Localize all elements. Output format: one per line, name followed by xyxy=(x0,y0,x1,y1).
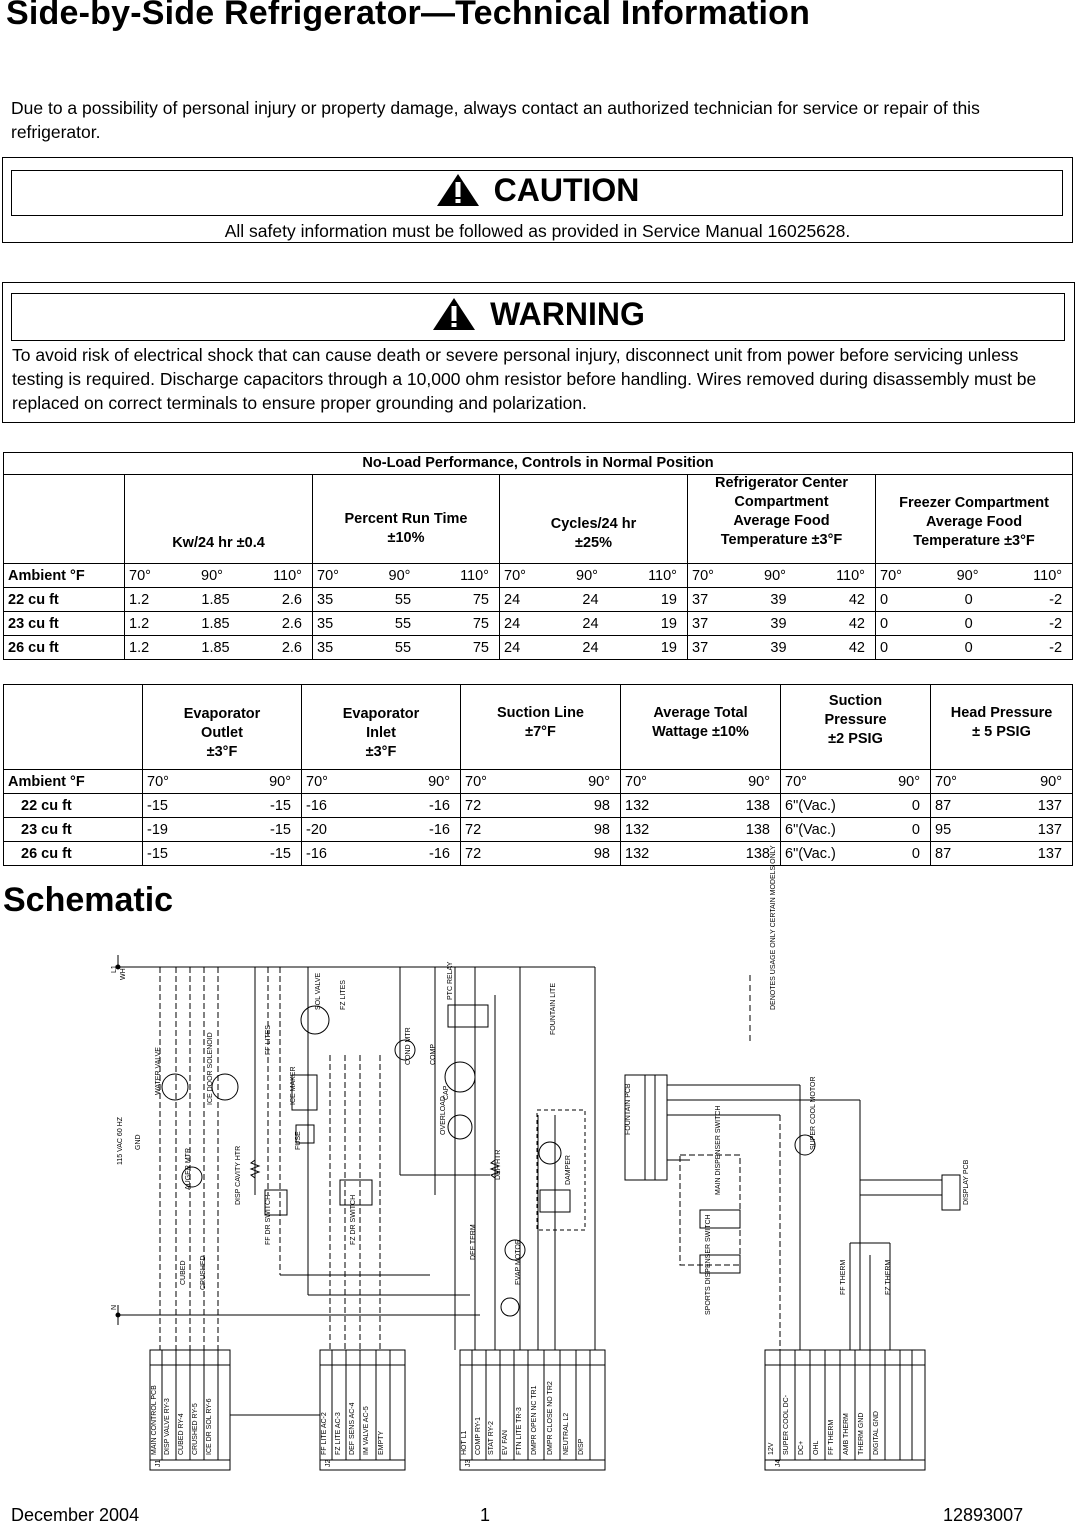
schematic-component-label: GND xyxy=(135,1134,142,1150)
table-cell: 2.6 xyxy=(281,615,302,632)
table-cell: 98 xyxy=(593,797,610,814)
fountain-pcb-area xyxy=(625,975,960,1350)
schematic-component-label: PTC RELAY xyxy=(447,961,454,1000)
ambient-temp: 110° xyxy=(836,567,865,584)
table-cell: 2.6 xyxy=(281,591,302,608)
value-group xyxy=(500,636,688,660)
table-cell: 37 xyxy=(692,615,709,632)
table1-title: No-Load Performance, Controls in Normal Position xyxy=(4,453,1073,475)
table-cell: 87 xyxy=(935,845,952,862)
table-cell: -15 xyxy=(270,845,291,862)
schematic-connector-label: MAIN CONTROL PCB xyxy=(151,1385,158,1455)
table-cell: 1.85 xyxy=(201,591,230,608)
ambient-temp: 90° xyxy=(898,773,920,790)
table-cell: 137 xyxy=(1037,821,1062,838)
schematic-component-label: CRUSHED xyxy=(200,1255,207,1290)
schematic-connector-label: DC+ xyxy=(798,1440,805,1455)
ambient-temp-group xyxy=(781,770,931,794)
row-label: 26 cu ft xyxy=(4,636,125,660)
table-cell: -16 xyxy=(306,845,327,862)
value-group xyxy=(688,588,876,612)
table-cell: -20 xyxy=(306,821,327,838)
ambient-temp-group xyxy=(143,770,302,794)
table-cell: -16 xyxy=(306,797,327,814)
table-cell: 6"(Vac.) xyxy=(785,821,836,838)
ambient-temp: 110° xyxy=(648,567,677,584)
value-group xyxy=(688,636,876,660)
table-cell: 75 xyxy=(472,615,489,632)
ambient-temp: 90° xyxy=(388,567,411,584)
header-suction-line: Suction Line ±7°F xyxy=(497,705,584,740)
schematic-connector-label: DMPR OPEN NC TR1 xyxy=(531,1385,538,1455)
ambient-temp-group xyxy=(688,564,876,588)
value-group xyxy=(143,842,302,866)
schematic-component-label: FF DR SWITCH xyxy=(265,1194,272,1245)
schematic-connector-label: EV FAN xyxy=(502,1430,509,1455)
table-cell: 95 xyxy=(935,821,952,838)
value-group xyxy=(143,818,302,842)
table-row xyxy=(4,794,1073,818)
value-group xyxy=(125,612,313,636)
ambient-label: Ambient °F xyxy=(4,770,143,794)
ambient-temp: 70° xyxy=(785,773,807,790)
table-cell: 42 xyxy=(848,591,865,608)
warning-triangle-icon xyxy=(436,173,480,207)
value-group xyxy=(688,612,876,636)
caution-box xyxy=(2,157,1073,243)
schematic-component-label: COND MTR xyxy=(405,1027,412,1065)
table-cell: 19 xyxy=(660,615,677,632)
header-head-pressure: Head Pressure ± 5 PSIG xyxy=(950,705,1053,740)
value-group xyxy=(461,842,621,866)
ambient-temp-group xyxy=(500,564,688,588)
schematic-component-label: FZ LITES xyxy=(340,980,347,1010)
ambient-temp: 70° xyxy=(504,567,526,584)
table-cell: -15 xyxy=(147,797,168,814)
header-evap-outlet: Evaporator Outlet ±3°F xyxy=(183,705,261,760)
schematic-component-label: J2 xyxy=(325,1459,332,1467)
schematic-connector-label: DEF SENS AC-4 xyxy=(349,1402,356,1455)
value-group xyxy=(876,612,1073,636)
schematic-connector-label: FZ LITE AC-3 xyxy=(335,1412,342,1455)
schematic-connector-label: DISP VALVE RY-3 xyxy=(164,1398,171,1455)
caution-heading: CAUTION xyxy=(493,172,640,208)
schematic-connector-label: FTN LITE TR-3 xyxy=(516,1407,523,1455)
schematic-connector-label: STAT RY-2 xyxy=(488,1421,495,1455)
schematic-component-label: J3 xyxy=(465,1459,472,1467)
value-group xyxy=(461,818,621,842)
table-cell: 0 xyxy=(964,639,973,656)
table2-header xyxy=(621,685,781,770)
ambient-temp: 70° xyxy=(625,773,647,790)
value-group xyxy=(621,794,781,818)
schematic-component-label: SPORTS DISPENSER SWITCH xyxy=(705,1214,712,1315)
schematic-connector-label: DMPR CLOSE NO TR2 xyxy=(547,1381,554,1455)
schematic-component-label: SUPER COOL MOTOR xyxy=(810,1076,817,1150)
table-cell: 24 xyxy=(504,639,521,656)
table1-corner xyxy=(4,475,125,564)
value-group xyxy=(302,818,461,842)
schematic-component-label: FZ DR SWITCH xyxy=(350,1194,357,1245)
table2-header xyxy=(302,685,461,770)
schematic-connector-label: DISP xyxy=(578,1438,585,1455)
ambient-temp: 110° xyxy=(460,567,489,584)
schematic-component-label: OVERLOAD xyxy=(440,1096,447,1135)
ambient-temp: 70° xyxy=(880,567,902,584)
ambient-temp: 90° xyxy=(588,773,610,790)
schematic-connector-label: 12V xyxy=(768,1442,775,1455)
table-cell: -2 xyxy=(1049,639,1063,656)
table-cell: -15 xyxy=(270,821,291,838)
page-title: Side-by-Side Refrigerator—Technical Information xyxy=(6,0,811,32)
table-cell: 55 xyxy=(394,639,412,656)
ambient-temp: 70° xyxy=(935,773,957,790)
table-cell: 72 xyxy=(465,797,482,814)
table-cell: 39 xyxy=(770,615,787,632)
table-cell: 0 xyxy=(911,797,920,814)
schematic-component-label: DEF TERM xyxy=(470,1224,477,1260)
schematic-component-label: SOL VALVE xyxy=(315,972,322,1010)
table-cell: 138 xyxy=(745,821,770,838)
schematic-component-label: WATER VALVE xyxy=(155,1047,162,1095)
ambient-temp-group xyxy=(302,770,461,794)
table-cell: 138 xyxy=(745,845,770,862)
value-group xyxy=(313,636,500,660)
caution-text: All safety information must be followed as provided in Service Manual 16025628. xyxy=(224,221,851,241)
schematic-component-label: DISPLAY PCB xyxy=(963,1159,970,1205)
table-cell: 138 xyxy=(745,797,770,814)
row-label: 22 cu ft xyxy=(4,794,143,818)
schematic-component-label: L1 xyxy=(111,965,118,973)
schematic-connector-label: OHL xyxy=(813,1440,820,1455)
schematic-connector-label: HOT L1 xyxy=(461,1430,468,1455)
ambient-temp-group xyxy=(876,564,1073,588)
table-cell: 24 xyxy=(582,639,599,656)
table2-corner xyxy=(4,685,143,770)
header-wattage: Average Total Wattage ±10% xyxy=(652,705,749,740)
value-group xyxy=(500,588,688,612)
table-cell: 55 xyxy=(394,591,412,608)
table-cell: -16 xyxy=(429,845,450,862)
ambient-temp: 110° xyxy=(1033,567,1063,584)
table-cell: -15 xyxy=(270,797,291,814)
ambient-label: Ambient °F xyxy=(4,564,125,588)
schematic-component-label: DENOTES USAGE ONLY CERTAIN MODELS ONLY xyxy=(770,845,777,1010)
table-cell: 55 xyxy=(394,615,412,632)
table-cell: 137 xyxy=(1037,797,1062,814)
table-cell: 132 xyxy=(625,797,650,814)
row-label: 26 cu ft xyxy=(4,842,143,866)
ambient-temp-group xyxy=(313,564,500,588)
schematic-component-label: DAMPER xyxy=(565,1155,572,1185)
value-group xyxy=(313,588,500,612)
ambient-temp-group xyxy=(931,770,1073,794)
table-cell: -16 xyxy=(429,821,450,838)
schematic-component-label: FF LITES xyxy=(265,1025,272,1055)
table-cell: 0 xyxy=(911,845,920,862)
schematic-component-label: DISP CAVITY HTR xyxy=(235,1145,242,1205)
schematic-labels xyxy=(111,845,970,1467)
schematic-component-label: CAP xyxy=(443,1085,450,1100)
branch-wires xyxy=(160,967,380,1350)
value-group xyxy=(621,842,781,866)
table2-header xyxy=(931,685,1073,770)
ambient-temp-group xyxy=(621,770,781,794)
ambient-temp: 70° xyxy=(317,567,339,584)
schematic-connector-label: ICE DR SOL RY-6 xyxy=(206,1398,213,1455)
table-cell: 24 xyxy=(504,615,521,632)
table-cell: 35 xyxy=(317,615,334,632)
table-cell: 132 xyxy=(625,845,650,862)
table-cell: -16 xyxy=(429,797,450,814)
table-cell: 1.2 xyxy=(129,639,150,656)
table-cell: 0 xyxy=(964,591,973,608)
supply-rails xyxy=(116,955,595,1325)
table-cell: 98 xyxy=(593,821,610,838)
warning-triangle-icon xyxy=(432,297,476,331)
value-group xyxy=(876,588,1073,612)
ambient-temp: 90° xyxy=(764,567,786,584)
table-cell: 0 xyxy=(880,615,889,632)
table-cell: 37 xyxy=(692,639,709,656)
row-label: 23 cu ft xyxy=(4,818,143,842)
intro-text: Due to a possibility of personal injury or property damage, always contact an authorized technician for service or repair of this refrigerator. xyxy=(11,98,980,142)
table2-header xyxy=(143,685,302,770)
schematic-component-label: FOUNTAIN LITE xyxy=(550,983,557,1035)
table-cell: 39 xyxy=(770,639,787,656)
table-cell: 24 xyxy=(504,591,521,608)
footer-page-number: 1 xyxy=(480,1505,491,1525)
table-cell: 39 xyxy=(770,591,787,608)
table-cell: 87 xyxy=(935,797,952,814)
schematic-component-label: COMP xyxy=(430,1044,437,1065)
schematic-connector-label: NEUTRAL L2 xyxy=(563,1412,570,1455)
schematic-component-label: FUSE xyxy=(295,1131,302,1150)
value-group xyxy=(500,612,688,636)
table-cell: 42 xyxy=(848,639,865,656)
table-cell: 75 xyxy=(472,639,489,656)
table-cell: 0 xyxy=(880,591,889,608)
table-cell: 19 xyxy=(660,639,677,656)
table-cell: 98 xyxy=(593,845,610,862)
value-group xyxy=(313,612,500,636)
ambient-temp-group xyxy=(125,564,313,588)
schematic-component-label: DEF HTR xyxy=(495,1149,502,1180)
schematic-component-label: EVAP MOTOR xyxy=(515,1239,522,1285)
table-cell: -2 xyxy=(1049,615,1063,632)
ambient-temp: 90° xyxy=(269,773,291,790)
schematic-component-label: CUBED xyxy=(180,1260,187,1285)
value-group xyxy=(931,794,1073,818)
schematic-component-label: FOUNTAIN PCB xyxy=(625,1083,632,1135)
header-run-time: Percent Run Time ±10% xyxy=(344,511,468,546)
ambient-temp: 70° xyxy=(306,773,328,790)
table1-header xyxy=(313,475,500,564)
schematic-connector-label: IM VALVE AC-5 xyxy=(363,1406,370,1455)
value-group xyxy=(143,794,302,818)
row-label: 22 cu ft xyxy=(4,588,125,612)
warning-heading: WARNING xyxy=(490,296,645,332)
header-suction-pressure: Suction Pressure ±2 PSIG xyxy=(824,692,887,747)
value-group xyxy=(461,794,621,818)
table-cell: 6"(Vac.) xyxy=(785,845,836,862)
table-row xyxy=(4,588,1073,612)
table-row xyxy=(4,818,1073,842)
schematic-component-label: AUGER MTR xyxy=(185,1148,192,1190)
table-row xyxy=(4,842,1073,866)
table-cell: 132 xyxy=(625,821,650,838)
table-cell: 1.2 xyxy=(129,591,150,608)
table-cell: 37 xyxy=(692,591,709,608)
warning-text: To avoid risk of electrical shock that can cause death or severe personal injury, disconnect unit from power before servicing unless testing is required. Discharge capacitors through a 10,000 ohm resistor before handling. Wires removed during disassembly must be replaced on correct terminals to ensure proper grounding and polarization. xyxy=(12,345,1037,413)
schematic-connector-label: CRUSHED RY-5 xyxy=(192,1403,199,1455)
table1-header xyxy=(125,475,313,564)
ambient-temp: 90° xyxy=(748,773,770,790)
schematic-connector-label: FF THERM xyxy=(828,1419,835,1455)
table2-header xyxy=(461,685,621,770)
table-cell: 1.85 xyxy=(201,639,230,656)
header-refrigerator-temp: Refrigerator Center Compartment Average Food Temperature ±3°F xyxy=(715,475,848,548)
schematic-connector-label: COMP RY-1 xyxy=(475,1417,482,1455)
schematic-connector-label: DIGITAL GND xyxy=(873,1411,880,1455)
header-evap-inlet: Evaporator Inlet ±3°F xyxy=(342,705,420,760)
schematic-title: Schematic xyxy=(3,881,174,919)
value-group xyxy=(621,818,781,842)
table-cell: 6"(Vac.) xyxy=(785,797,836,814)
table-cell: 24 xyxy=(582,591,599,608)
schematic-connector-label: EMPTY xyxy=(378,1430,385,1455)
header-kw: Kw/24 hr ±0.4 xyxy=(172,534,265,551)
ambient-temp: 90° xyxy=(956,567,979,584)
table2-header xyxy=(781,685,931,770)
schematic-connector-label: AMB THERM xyxy=(843,1413,850,1455)
schematic-component-label: FF THERM xyxy=(840,1259,847,1295)
schematic-connector-label: THERM GND xyxy=(858,1412,865,1455)
ambient-temp: 110° xyxy=(273,567,302,584)
table-cell: 72 xyxy=(465,845,482,862)
table-row xyxy=(4,636,1073,660)
schematic-connector-label: FF LITE AC-2 xyxy=(321,1412,328,1455)
footer-doc-number: 12893007 xyxy=(943,1505,1024,1525)
table1-header xyxy=(876,475,1073,564)
ambient-temp-group xyxy=(461,770,621,794)
table-row xyxy=(4,612,1073,636)
schematic-connector-label: SUPER COOL DC- xyxy=(783,1394,790,1455)
table-cell: -2 xyxy=(1049,591,1063,608)
table-cell: 35 xyxy=(317,591,334,608)
value-group xyxy=(931,842,1073,866)
value-group xyxy=(125,636,313,660)
table-cell: 24 xyxy=(582,615,599,632)
ambient-temp: 70° xyxy=(692,567,714,584)
value-group xyxy=(876,636,1073,660)
row-label: 23 cu ft xyxy=(4,612,125,636)
ambient-temp: 70° xyxy=(465,773,487,790)
schematic-component-label: ICE MAKER xyxy=(290,1066,297,1105)
footer-date: December 2004 xyxy=(11,1505,140,1525)
table-cell: 75 xyxy=(472,591,489,608)
value-group xyxy=(125,588,313,612)
schematic-component-label: MAIN DISPENSER SWITCH xyxy=(715,1105,722,1195)
value-group xyxy=(302,842,461,866)
table-cell: 137 xyxy=(1037,845,1062,862)
table-cell: 72 xyxy=(465,821,482,838)
ambient-temp: 70° xyxy=(129,567,151,584)
schematic-component-label: J4 xyxy=(775,1459,782,1467)
ambient-temp: 70° xyxy=(147,773,169,790)
value-group xyxy=(781,842,931,866)
table-cell: 0 xyxy=(880,639,889,656)
table-cell: 0 xyxy=(911,821,920,838)
schematic-component-label: N xyxy=(111,1304,118,1310)
ambient-temp: 90° xyxy=(201,567,223,584)
table-cell: 42 xyxy=(848,615,865,632)
no-load-performance-table xyxy=(3,452,1073,660)
table-cell: 2.6 xyxy=(281,639,302,656)
table-cell: 35 xyxy=(317,639,334,656)
table-cell: 19 xyxy=(660,591,677,608)
header-freezer-temp: Freezer Compartment Average Food Temperature ±3°F xyxy=(899,494,1049,549)
schematic-component-label: FZ THERM xyxy=(885,1259,892,1295)
schematic-component-label: J1 xyxy=(155,1459,162,1467)
pressure-temperature-table xyxy=(3,684,1073,866)
table-cell: -19 xyxy=(147,821,168,838)
value-group xyxy=(302,794,461,818)
table-cell: 1.2 xyxy=(129,615,150,632)
table-cell: -15 xyxy=(147,845,168,862)
header-cycles: Cycles/24 hr ±25% xyxy=(550,516,637,551)
solid-wires xyxy=(255,967,595,1350)
ambient-temp: 90° xyxy=(576,567,598,584)
ambient-temp: 90° xyxy=(1040,773,1062,790)
schematic-component-label: 115 VAC 60 HZ xyxy=(117,1117,124,1165)
schematic-component-label: WH xyxy=(120,968,127,980)
value-group xyxy=(931,818,1073,842)
warning-box xyxy=(2,282,1075,423)
value-group xyxy=(781,818,931,842)
table-cell: 1.85 xyxy=(201,615,230,632)
value-group xyxy=(781,794,931,818)
schematic-component-label: ICE DOOR SOLENOID xyxy=(207,1032,214,1105)
table-cell: 0 xyxy=(964,615,973,632)
ambient-temp: 90° xyxy=(428,773,450,790)
table1-header xyxy=(688,475,876,564)
schematic-connector-label: CUBED RY-4 xyxy=(178,1413,185,1455)
table1-header xyxy=(500,475,688,564)
